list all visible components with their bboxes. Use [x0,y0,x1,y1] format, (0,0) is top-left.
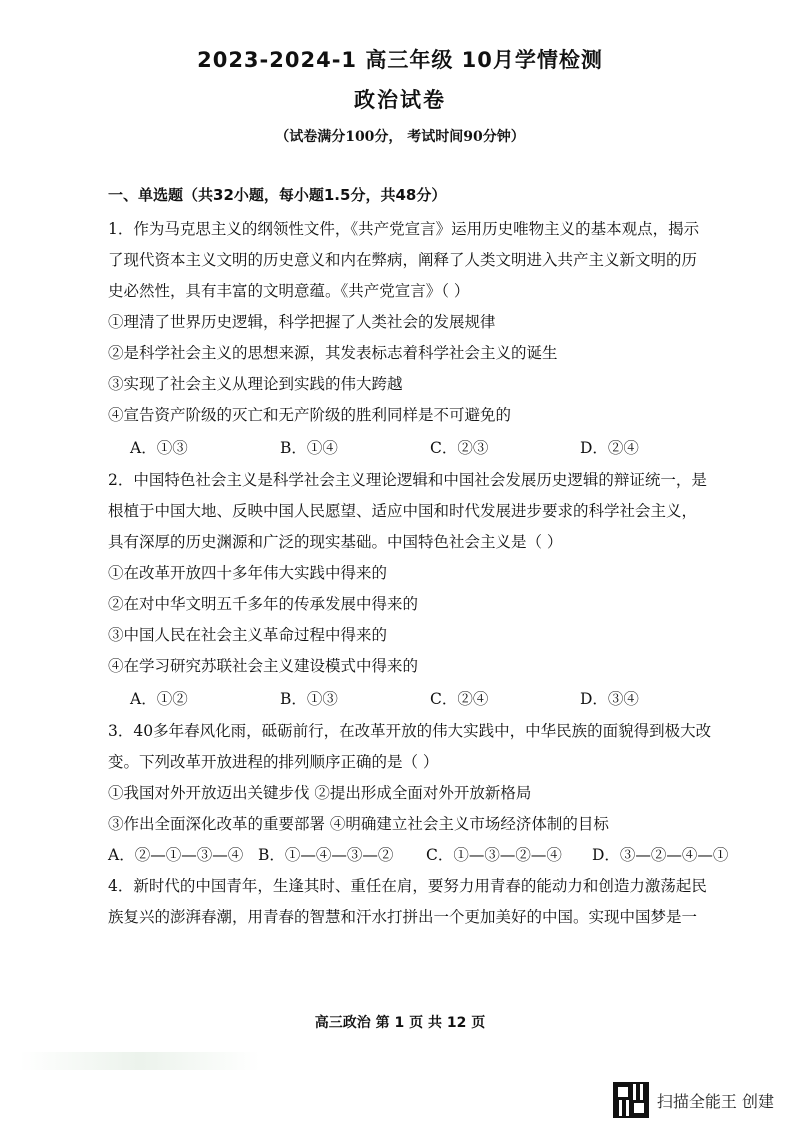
option-c: C．②③ [430,439,489,457]
option-b: B．①—④—③—② [258,846,394,864]
section-heading: 一、单选题（共32小题，每小题1.5分，共48分） [108,186,447,204]
option-a: A．①③ [130,439,188,457]
question-item: ①理清了世界历史逻辑，科学把握了人类社会的发展规律 [108,313,496,331]
scanner-watermark [613,1082,774,1118]
option-d: D．③—②—④—① [592,846,729,864]
option-d: D．③④ [580,690,639,708]
question-text-line: 变。下列改革开放进程的排列顺序正确的是（ ） [108,753,439,771]
question-text-line: 族复兴的澎湃春潮，用青春的智慧和汗水打拼出一个更加美好的中国。实现中国梦是一 [108,908,698,926]
answer-options [108,431,740,465]
exam-subject: 政治试卷 [354,88,446,112]
question-text-line: 1．作为马克思主义的纲领性文件，《共产党宣言》运用历史唯物主义的基本观点，揭示 [108,220,700,238]
question-item: ④在学习研究苏联社会主义建设模式中得来的 [108,657,419,675]
page-footer: 高三政治 第 1 页 共 12 页 [314,1015,486,1031]
question-text-line: 根植于中国大地、反映中国人民愿望、适应中国和时代发展进步要求的科学社会主义， [108,502,698,520]
question-text-line: 了现代资本主义文明的历史意义和内在弊病，阐释了人类文明进入共产主义新文明的历 [108,251,698,269]
question-item: ③实现了社会主义从理论到实践的伟大跨越 [108,375,403,393]
question-4 [108,871,740,933]
answer-options [108,840,740,871]
option-a: A．②—①—③—④ [108,846,244,864]
question-text-line: 具有深厚的历史渊源和广泛的现实基础。中国特色社会主义是（ ） [108,533,563,551]
option-b: B．①④ [280,439,338,457]
option-c: C．①—③—②—④ [426,846,562,864]
question-text-line: 史必然性，具有丰富的文明意蕴。《共产党宣言》（ ） [108,282,470,300]
question-text-line: 3．40多年春风化雨，砥砺前行，在改革开放的伟大实践中，中华民族的面貌得到极大改 [108,722,712,740]
exam-content [108,184,740,933]
option-a: A．①② [130,690,188,708]
question-item: ②是科学社会主义的思想来源，其发表标志着科学社会主义的诞生 [108,344,558,362]
question-2 [108,465,740,716]
question-item: ③中国人民在社会主义革命过程中得来的 [108,626,388,644]
question-item: ②在对中华文明五千多年的传承发展中得来的 [108,595,419,613]
question-text-line: 4．新时代的中国青年，生逢其时、重任在肩，要努力用青春的能动力和创造力激荡起民 [108,877,707,895]
exam-note: （试卷满分100分， 考试时间90分钟） [275,129,525,145]
question-text-line: 2．中国特色社会主义是科学社会主义理论逻辑和中国社会发展历史逻辑的辩证统一，是 [108,471,707,489]
option-d: D．②④ [580,439,639,457]
question-3 [108,716,740,871]
question-1 [108,214,740,465]
question-item: ③作出全面深化改革的重要部署 ④明确建立社会主义市场经济体制的目标 [108,815,609,833]
option-c: C．②④ [430,690,489,708]
question-item: ①在改革开放四十多年伟大实践中得来的 [108,564,388,582]
question-item: ①我国对外开放迈出关键步伐 ②提出形成全面对外开放新格局 [108,784,532,802]
option-b: B．①③ [280,690,338,708]
answer-options [108,682,740,716]
exam-title: 2023-2024-1 高三年级 10月学情检测 [197,48,603,72]
question-item: ④宣告资产阶级的灭亡和无产阶级的胜利同样是不可避免的 [108,406,512,424]
qr-code-icon [613,1082,649,1118]
watermark-text: 扫描全能王 创建 [656,1091,774,1111]
scan-smudge [20,1052,260,1070]
